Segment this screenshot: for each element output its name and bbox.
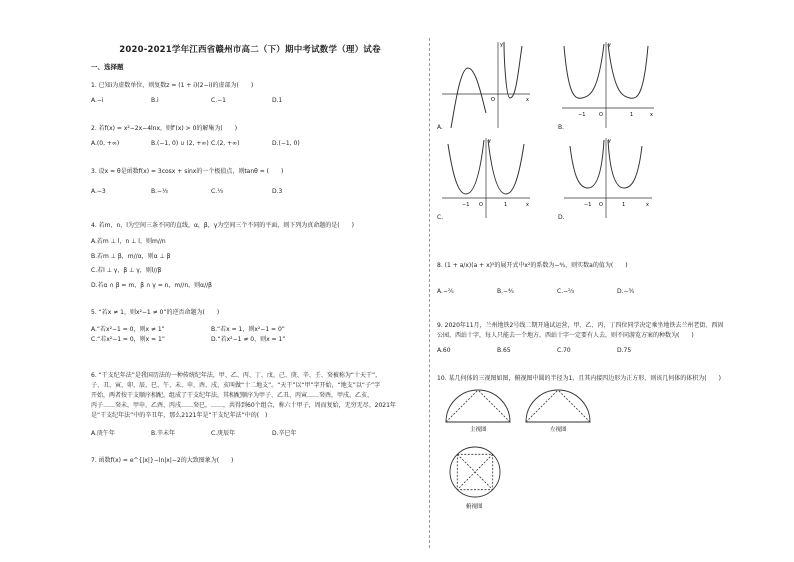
graph-d-pos-tick: 1 — [622, 202, 626, 208]
graph-a-label: A. — [437, 124, 443, 131]
q6-option-a: A.庚午年 — [91, 430, 115, 437]
question-4: 4. 若m，n，l为空间三条不同的直线，α，β，γ为空间三个不同的平面，则下列为真命题的是( ) — [91, 222, 354, 229]
q8-option-c: C.−⅔ — [557, 288, 574, 295]
graph-a — [436, 38, 536, 130]
q6-option-b: B.辛未年 — [151, 430, 176, 437]
graph-b-label: B. — [558, 124, 565, 131]
q5-option-a: A.“若x²−1 = 0，则x ≠ 1” — [91, 326, 165, 333]
front-view — [438, 384, 518, 434]
q3-option-b: B.−⅓ — [151, 188, 168, 195]
q4-option-d: D.若α ∩ β = m，β ∩ γ = n，m//n，则α//β — [91, 282, 212, 289]
graph-c-y-label: y — [488, 138, 491, 144]
question-2: 2. 若f(x) = x²−2x−4lnx，则f′(x) > 0的解集为( ) — [91, 125, 238, 132]
section-heading: 一、选择题 — [91, 63, 124, 71]
graph-b — [558, 38, 658, 130]
question-6-line-2: 子、丑、寅、卯、辰、巳、午、未、申、酉、戌、亥叫做“十二地支”。“天干”以“甲”字开始，“地支”以“子”字 — [91, 382, 381, 389]
graph-a-origin: O — [491, 97, 495, 103]
graph-a-y-label: y — [500, 42, 503, 48]
q2-option-b: B.(−1, 0) ∪ (2, +∞) — [151, 140, 209, 147]
q2-option-c: C.(2, +∞) — [211, 140, 240, 147]
question-9-line-2: 公园、西站十字，每人只能去一个地方，西站十字一定要有人去，则不同游览方案的种数为( ) — [437, 332, 694, 339]
graph-b-pos-tick: 1 — [630, 112, 634, 118]
question-10: 10. 某几何体的三视图如图，俯视图中圆的半径为1，且其内接四边形为正方形，则该几何体的体积为( ) — [437, 375, 721, 382]
q5-option-c: C.“若x²−1 = 0，则x = 1” — [91, 336, 165, 343]
q4-option-b: B.若m ⊥ β，m//α，则α ⊥ β — [91, 253, 171, 260]
q9-option-b: B.65 — [497, 347, 511, 354]
side-view — [518, 384, 598, 434]
graph-d-origin: O — [599, 202, 603, 208]
graph-d-y-label: y — [608, 138, 611, 144]
q9-option-d: D.75 — [617, 347, 632, 354]
top-view — [440, 440, 510, 512]
q9-option-a: A.60 — [437, 347, 451, 354]
question-7: 7. 函数f(x) = e^{|x|}−ln|x|−2的大致图象为( ) — [91, 457, 234, 464]
q3-option-d: D.3 — [272, 188, 283, 195]
front-view-label: 主视图 — [470, 427, 487, 433]
q5-option-d: D.“若x²−1 ≠ 0，则x = 1” — [211, 336, 286, 343]
graph-a-x-label: x — [526, 97, 529, 103]
graph-b-y-label: y — [608, 42, 611, 48]
q8-option-d: D.−⅗ — [617, 288, 635, 295]
question-6-line-1: 6. “干支纪年法”是我国历法的一种传统纪年法，甲、乙、丙、丁、戊、己、庚、辛、壬、癸被称为“十天干”， — [91, 372, 382, 379]
q8-option-b: B.−⅘ — [497, 288, 514, 295]
q1-option-c: C.−1 — [211, 97, 226, 104]
graph-d-label: D. — [558, 214, 565, 221]
graph-c-neg-tick: −1 — [462, 202, 470, 208]
graph-c-label: C. — [437, 214, 444, 221]
q1-option-a: A.−i — [91, 97, 104, 104]
q2-option-a: A.(0, +∞) — [91, 140, 120, 147]
question-6-line-3: 开始，两者按干支顺序相配，组成了干支纪年法，其相配顺序为甲子、乙丑、丙寅……癸酉，甲戌、乙亥、 — [91, 392, 374, 399]
exam-title: 2020-2021学年江西省赣州市高二（下）期中考试数学（理）试卷 — [119, 45, 381, 55]
q8-option-a: A.−⅖ — [437, 288, 454, 295]
graph-b-neg-tick: −1 — [578, 112, 586, 118]
question-8: 8. (1 + a/x)(a + x)⁵的展开式中x²的系数为−⅘，则实数a的值为( ) — [437, 262, 628, 269]
question-5: 5. “若x ≠ 1，则x²−1 ≠ 0”的逆否命题为( ) — [91, 309, 220, 316]
q4-option-a: A.若m ⊥ l，n ⊥ l，则m//n — [91, 238, 166, 245]
question-9-line-1: 9. 2020年11月，兰州地铁2号线二期开通试运营，甲、乙、丙、丁四位同学决定乘坐地铁去兰州老街、西固 — [437, 322, 724, 329]
q3-option-a: A.−3 — [91, 188, 106, 195]
graph-c-x-label: x — [526, 202, 529, 208]
question-6-line-5: 是“干支纪年法”中的辛丑年，那么2121年是“干支纪年法”中的( ) — [91, 412, 268, 419]
graph-d-neg-tick: −1 — [584, 202, 592, 208]
q1-option-d: D.1 — [272, 97, 283, 104]
column-divider — [429, 38, 430, 548]
graph-b-x-label: x — [650, 112, 653, 118]
graph-c-pos-tick: 1 — [504, 202, 508, 208]
graph-d-x-label: x — [646, 202, 649, 208]
question-1: 1. 已知i为虚数单位，则复数z = (1 + i)(2−i)的虚部为( ) — [91, 82, 254, 89]
q6-option-d: D.辛巳年 — [272, 430, 297, 437]
side-view-label: 左视图 — [550, 427, 567, 433]
q4-option-c: C.若l ⊥ γ，β ⊥ γ，则l//β — [91, 267, 162, 274]
q1-option-b: B.i — [151, 97, 159, 104]
question-3: 3. 设x = θ是函数f(x) = 3cosx + sinx的一个极值点，则tanθ = ( ) — [91, 168, 284, 175]
q2-option-d: D.(−1, 0) — [272, 140, 300, 147]
top-view-label: 俯视图 — [466, 504, 483, 510]
graph-c — [436, 134, 536, 220]
graph-d — [558, 134, 658, 220]
graph-b-origin: O — [599, 112, 603, 118]
q5-option-b: B.“若x = 1，则x²−1 = 0” — [211, 326, 285, 333]
q9-option-c: C.70 — [557, 347, 571, 354]
q6-option-c: C.庚辰年 — [211, 430, 236, 437]
question-6-line-4: 丙子……癸未，甲申、乙酉、丙戌……癸巳，……，共得到60个组合，称六十甲子，周而复始，无穷无尽。2021年 — [91, 402, 396, 409]
graph-c-origin: O — [479, 202, 483, 208]
q3-option-c: C.⅓ — [211, 188, 223, 195]
